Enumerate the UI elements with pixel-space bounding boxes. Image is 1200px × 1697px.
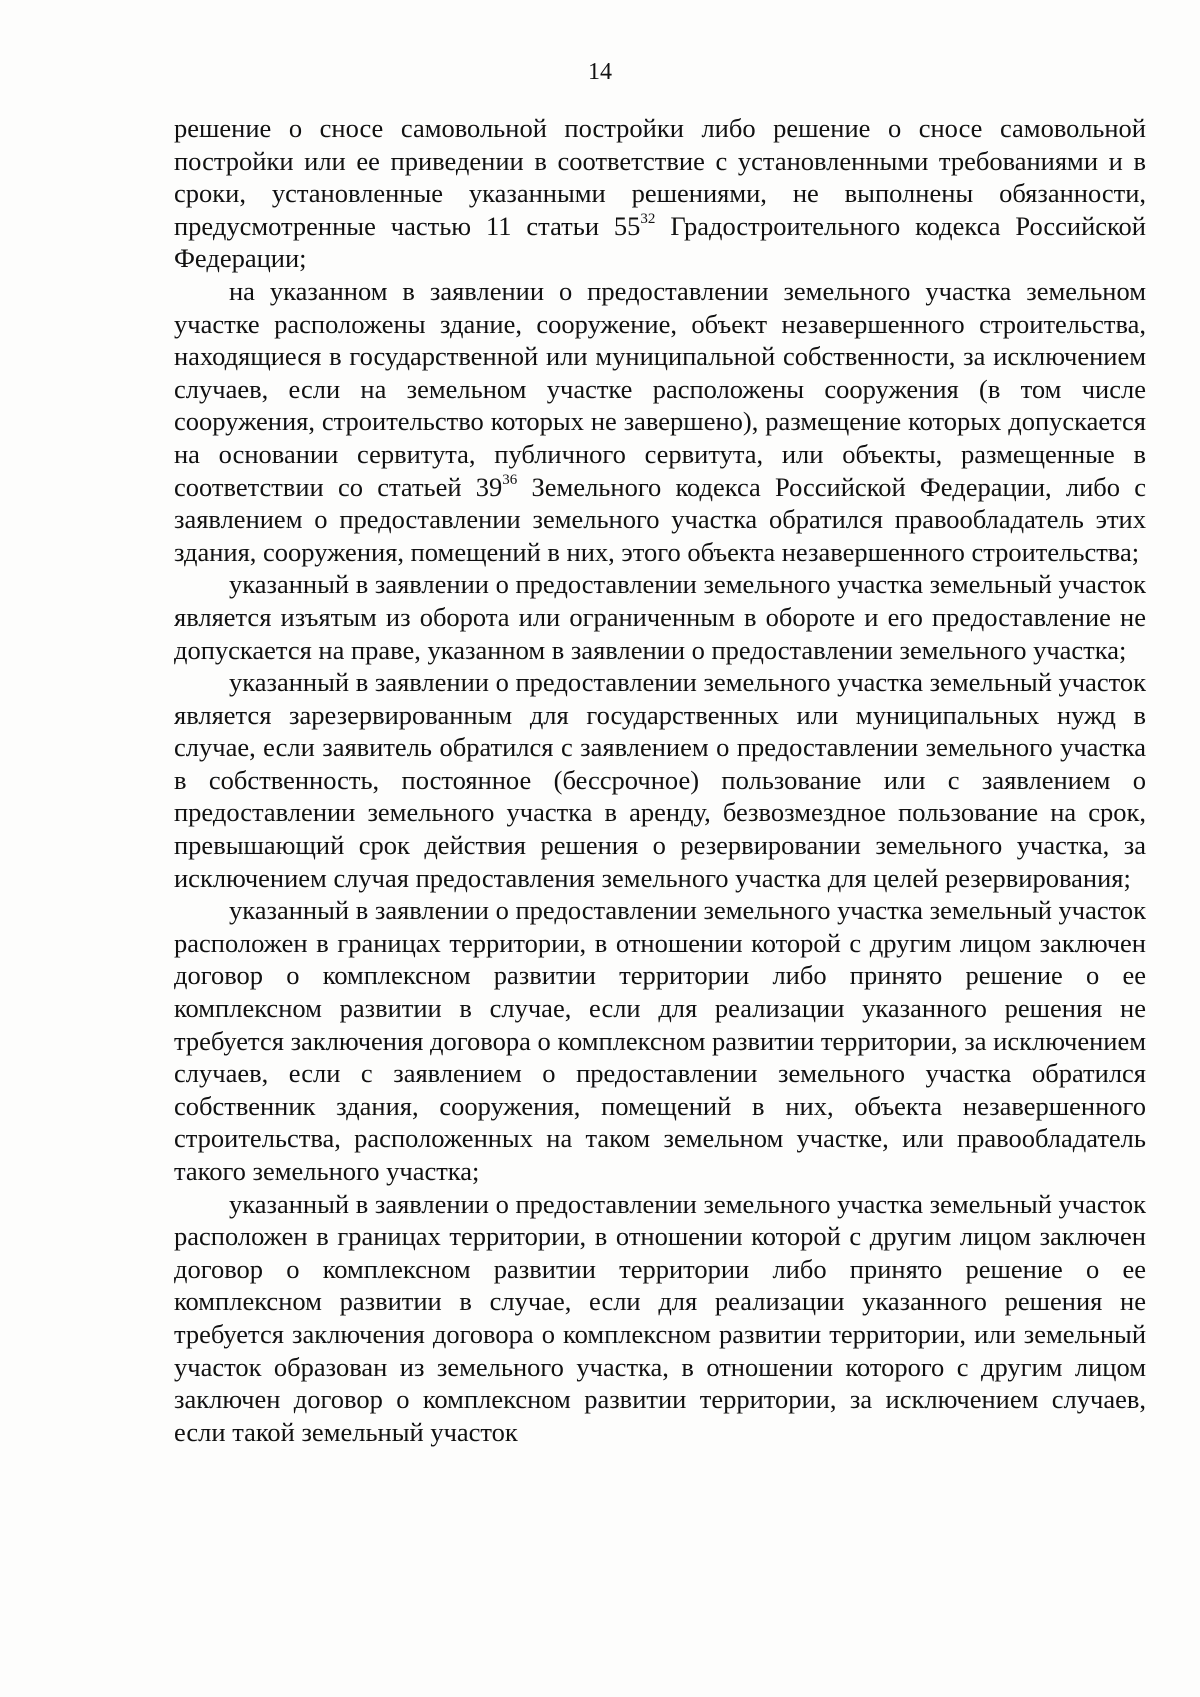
paragraph-text: решение о сносе самовольной постройки либо решение о сносе самовольной постройки или ее приведении в соответствие с установленными требованиями и в сроки, установленные указанными решениями, не выполнены обязанности, предусмотренные частью 11 статьи 55 (174, 113, 1146, 241)
paragraph-text: на указанном в заявлении о предоставлении земельного участка земельном участке расположены здание, сооружение, объект незавершенного строительства, находящиеся в государственной или муниципальной собственности, за исключением случаев, если на земельном участке расположены сооружения (в том числе сооружения, строительство которых не завершено), размещение которых допускается на основании сервитута, публичного сервитута, или объекты, размещенные в соответствии со статьей 39 (174, 275, 1146, 502)
paragraph-text: указанный в заявлении о предоставлении земельного участка земельный участок является изъятым из оборота или ограниченным в обороте и его предоставление не допускается на праве, указанном в заявлении о предоставлении земельного участка; (174, 569, 1146, 665)
superscript: 36 (502, 471, 518, 488)
paragraph-text: указанный в заявлении о предоставлении земельного участка земельный участок расположен в границах территории, в отношении которой с другим лицом заключен договор о комплексном развитии территории либо принято решение о ее комплексном развитии в случае, если для реализации указанного решения не требуется заключения договора о комплексном развитии территории, за исключением случаев, если с заявлением о предоставлении земельного участка обратился собственник здания, сооружения, помещений в них, объекта незавершенного строительства, расположенных на таком земельном участке, или правообладатель такого земельного участка; (174, 895, 1146, 1186)
page-number: 14 (588, 59, 612, 85)
document-body (174, 112, 1146, 1448)
paragraph (174, 894, 1146, 1187)
superscript: 32 (640, 210, 656, 227)
paragraph-text: Градостроительного кодекса Российской Федерации; (174, 210, 1146, 274)
paragraph (174, 275, 1146, 568)
paragraph (174, 112, 1146, 275)
paragraph-text: Земельного кодекса Российской Федерации, либо с заявлением о предоставлении земельного участка обратился правообладатель этих здания, сооружения, помещений в них, этого объекта незавершенного строительства; (174, 471, 1146, 567)
paragraph (174, 666, 1146, 894)
paragraph (174, 1188, 1146, 1449)
paragraph (174, 568, 1146, 666)
paragraph-text: указанный в заявлении о предоставлении земельного участка земельный участок расположен в границах территории, в отношении которой с другим лицом заключен договор о комплексном развитии территории либо принято решение о ее комплексном развитии в случае, если для реализации указанного решения не требуется заключения договора о комплексном развитии территории, или земельный участок образован из земельного участка, в отношении которого с другим лицом заключен договор о комплексном развитии территории, за исключением случаев, если такой земельный участок (174, 1188, 1146, 1447)
paragraph-text: указанный в заявлении о предоставлении земельного участка земельный участок является зарезервированным для государственных или муниципальных нужд в случае, если заявитель обратился с заявлением о предоставлении земельного участка в собственность, постоянное (бессрочное) пользование или с заявлением о предоставлении земельного участка в аренду, безвозмездное пользование на срок, превышающий срок действия решения о резервировании земельного участка, за исключением случая предоставления земельного участка для целей резервирования; (174, 667, 1146, 893)
